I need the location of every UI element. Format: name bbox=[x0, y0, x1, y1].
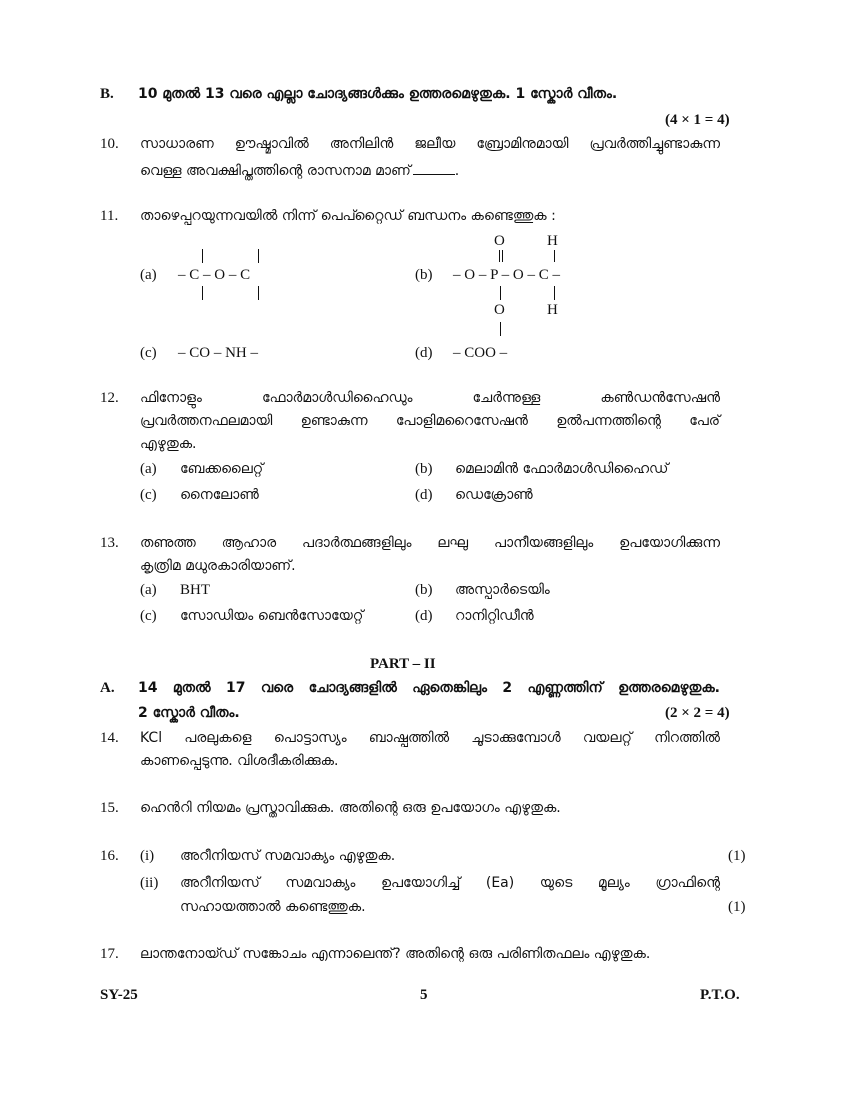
question-text: താഴെപ്പറയുന്നവയിൽ നിന്ന് പെപ്റ്റൈഡ് ബന്ധനം കണ്ടെത്തുക : bbox=[140, 208, 556, 224]
question-number: 17. bbox=[100, 946, 119, 962]
question-text-line: ഫിനോളും ഫോർമാൾഡിഹൈഡും ചേർന്നുള്ള കൺഡൻസേഷൻ bbox=[140, 390, 720, 406]
structure-formula: – CO – NH – bbox=[178, 345, 259, 361]
question-text: ലാന്തനോയ്ഡ് സങ്കോചം എന്നാലെന്ത്? അതിന്റെ ഒരു പരിണിതഫലം എഴുതുക. bbox=[140, 946, 651, 962]
option-label: (c) bbox=[140, 608, 157, 624]
question-text-line: തണുത്ത ആഹാര പദാർത്ഥങ്ങളിലും ലഘു പാനീയങ്ങളിലും ഉപയോഗിക്കുന്ന bbox=[140, 535, 720, 551]
section-label: B. bbox=[100, 86, 114, 102]
question-number: 12. bbox=[100, 390, 119, 406]
option-label: (a) bbox=[140, 582, 157, 598]
section-instruction: 10 മുതൽ 13 വരെ എല്ലാ ചോദ്യങ്ങൾക്കും ഉത്തരമെഴുതുക. 1 സ്കോർ വീതം. bbox=[138, 86, 618, 102]
paper-code: SY-25 bbox=[100, 987, 138, 1003]
atom-label: H bbox=[547, 233, 558, 249]
double-bond-line bbox=[502, 250, 503, 262]
question-number: 10. bbox=[100, 136, 119, 152]
option-text: നൈലോൺ bbox=[180, 487, 259, 503]
section-instruction: 2 സ്കോർ വീതം. bbox=[138, 705, 240, 721]
bond-line bbox=[500, 322, 501, 336]
subquestion-label: (ii) bbox=[140, 875, 159, 891]
subquestion-text-line: അറീനിയസ് സമവാക്യം ഉപയോഗിച്ച് (Ea) യുടെ മൂല്യം ഗ്രാഫിന്റെ bbox=[180, 875, 720, 891]
option-text: ഡെക്രോൺ bbox=[455, 487, 533, 503]
option-label: (c) bbox=[140, 345, 157, 361]
bond-line bbox=[500, 286, 501, 300]
question-text-line: പ്രവർത്തനഫലമായി ഉണ്ടാകുന്ന പോളിമറൈസേഷൻ ഉൽപന്നത്തിന്റെ പേര് bbox=[140, 413, 720, 429]
question-text-line: കാണപ്പെടുന്നു. വിശദീകരിക്കുക. bbox=[140, 753, 339, 769]
question-text-line: സാധാരണ ഊഷ്മാവിൽ അനിലിൻ ജലീയ ബ്രോമിനുമായി പ്രവർത്തിച്ചുണ്ടാകുന്ന bbox=[140, 136, 720, 152]
question-number: 16. bbox=[100, 848, 119, 864]
question-text: ഹെൻറി നിയമം പ്രസ്താവിക്കുക. അതിന്റെ ഒരു ഉപയോഗം എഴുതുക. bbox=[140, 800, 561, 816]
question-text-line: KCl പരലുകളെ പൊട്ടാസ്യം ബാഷ്പത്തിൽ ചൂടാക്കുമ്പോൾ വയലറ്റ് നിറത്തിൽ bbox=[140, 730, 720, 746]
section-marks: (4 × 1 = 4) bbox=[665, 112, 730, 128]
option-text: റാനിറ്റിഡീൻ bbox=[455, 608, 534, 624]
marks-label: (1) bbox=[728, 899, 746, 915]
structure-formula: – C – O – C bbox=[178, 267, 251, 283]
section-marks: (2 × 2 = 4) bbox=[665, 705, 730, 721]
bond-line bbox=[554, 286, 555, 300]
marks-label: (1) bbox=[728, 848, 746, 864]
atom-label: O bbox=[494, 302, 505, 318]
subquestion-label: (i) bbox=[140, 848, 155, 864]
question-number: 15. bbox=[100, 800, 119, 816]
option-label: (c) bbox=[140, 487, 157, 503]
structure-formula: – O – P – O – C – bbox=[453, 267, 560, 283]
option-label: (d) bbox=[415, 608, 433, 624]
option-label: (d) bbox=[415, 345, 433, 361]
option-text: BHT bbox=[180, 582, 210, 598]
page-number: 5 bbox=[420, 987, 428, 1003]
option-label: (b) bbox=[415, 461, 433, 477]
subquestion-text: അറീനിയസ് സമവാക്യം എഴുതുക. bbox=[180, 848, 396, 864]
option-text: അസ്പാർടെയിം bbox=[455, 582, 550, 598]
answer-blank bbox=[413, 162, 455, 175]
option-text: ബേക്കലൈറ്റ് bbox=[180, 461, 264, 477]
atom-label: H bbox=[547, 302, 558, 318]
section-instruction: 14 മുതൽ 17 വരെ ചോദ്യങ്ങളിൽ ഏതെങ്കിലും 2 എണ്ണത്തിന് ഉത്തരമെഴുതുക. bbox=[138, 680, 720, 696]
pto-label: P.T.O. bbox=[700, 987, 740, 1003]
bond-line bbox=[258, 286, 259, 300]
option-label: (b) bbox=[415, 267, 433, 283]
question-text-line: എഴുതുക. bbox=[140, 436, 197, 452]
option-label: (a) bbox=[140, 461, 157, 477]
option-text: മെലാമിൻ ഫോർമാൾഡിഹൈഡ് bbox=[455, 461, 669, 477]
bond-line bbox=[202, 249, 203, 263]
question-number: 13. bbox=[100, 535, 119, 551]
part-title: PART – II bbox=[370, 656, 436, 672]
option-label: (b) bbox=[415, 582, 433, 598]
option-label: (d) bbox=[415, 487, 433, 503]
question-number: 11. bbox=[100, 208, 119, 224]
question-number: 14. bbox=[100, 730, 119, 746]
double-bond-line bbox=[499, 250, 500, 262]
bond-line bbox=[258, 249, 259, 263]
atom-label: O bbox=[494, 233, 505, 249]
bond-line bbox=[202, 286, 203, 300]
option-text: സോഡിയം ബെൻസോയേറ്റ് bbox=[180, 608, 364, 624]
question-text-line: കൃത്രിമ മധുരകാരിയാണ്. bbox=[140, 558, 296, 574]
subquestion-text-line: സഹായത്താൽ കണ്ടെത്തുക. bbox=[180, 899, 366, 915]
bond-line bbox=[554, 250, 555, 262]
structure-formula: – COO – bbox=[453, 345, 508, 361]
question-text-line: വെള്ള അവക്ഷിപ്തത്തിന്റെ രാസനാമ മാണ് . bbox=[140, 163, 460, 179]
section-label: A. bbox=[100, 680, 115, 696]
option-label: (a) bbox=[140, 267, 157, 283]
